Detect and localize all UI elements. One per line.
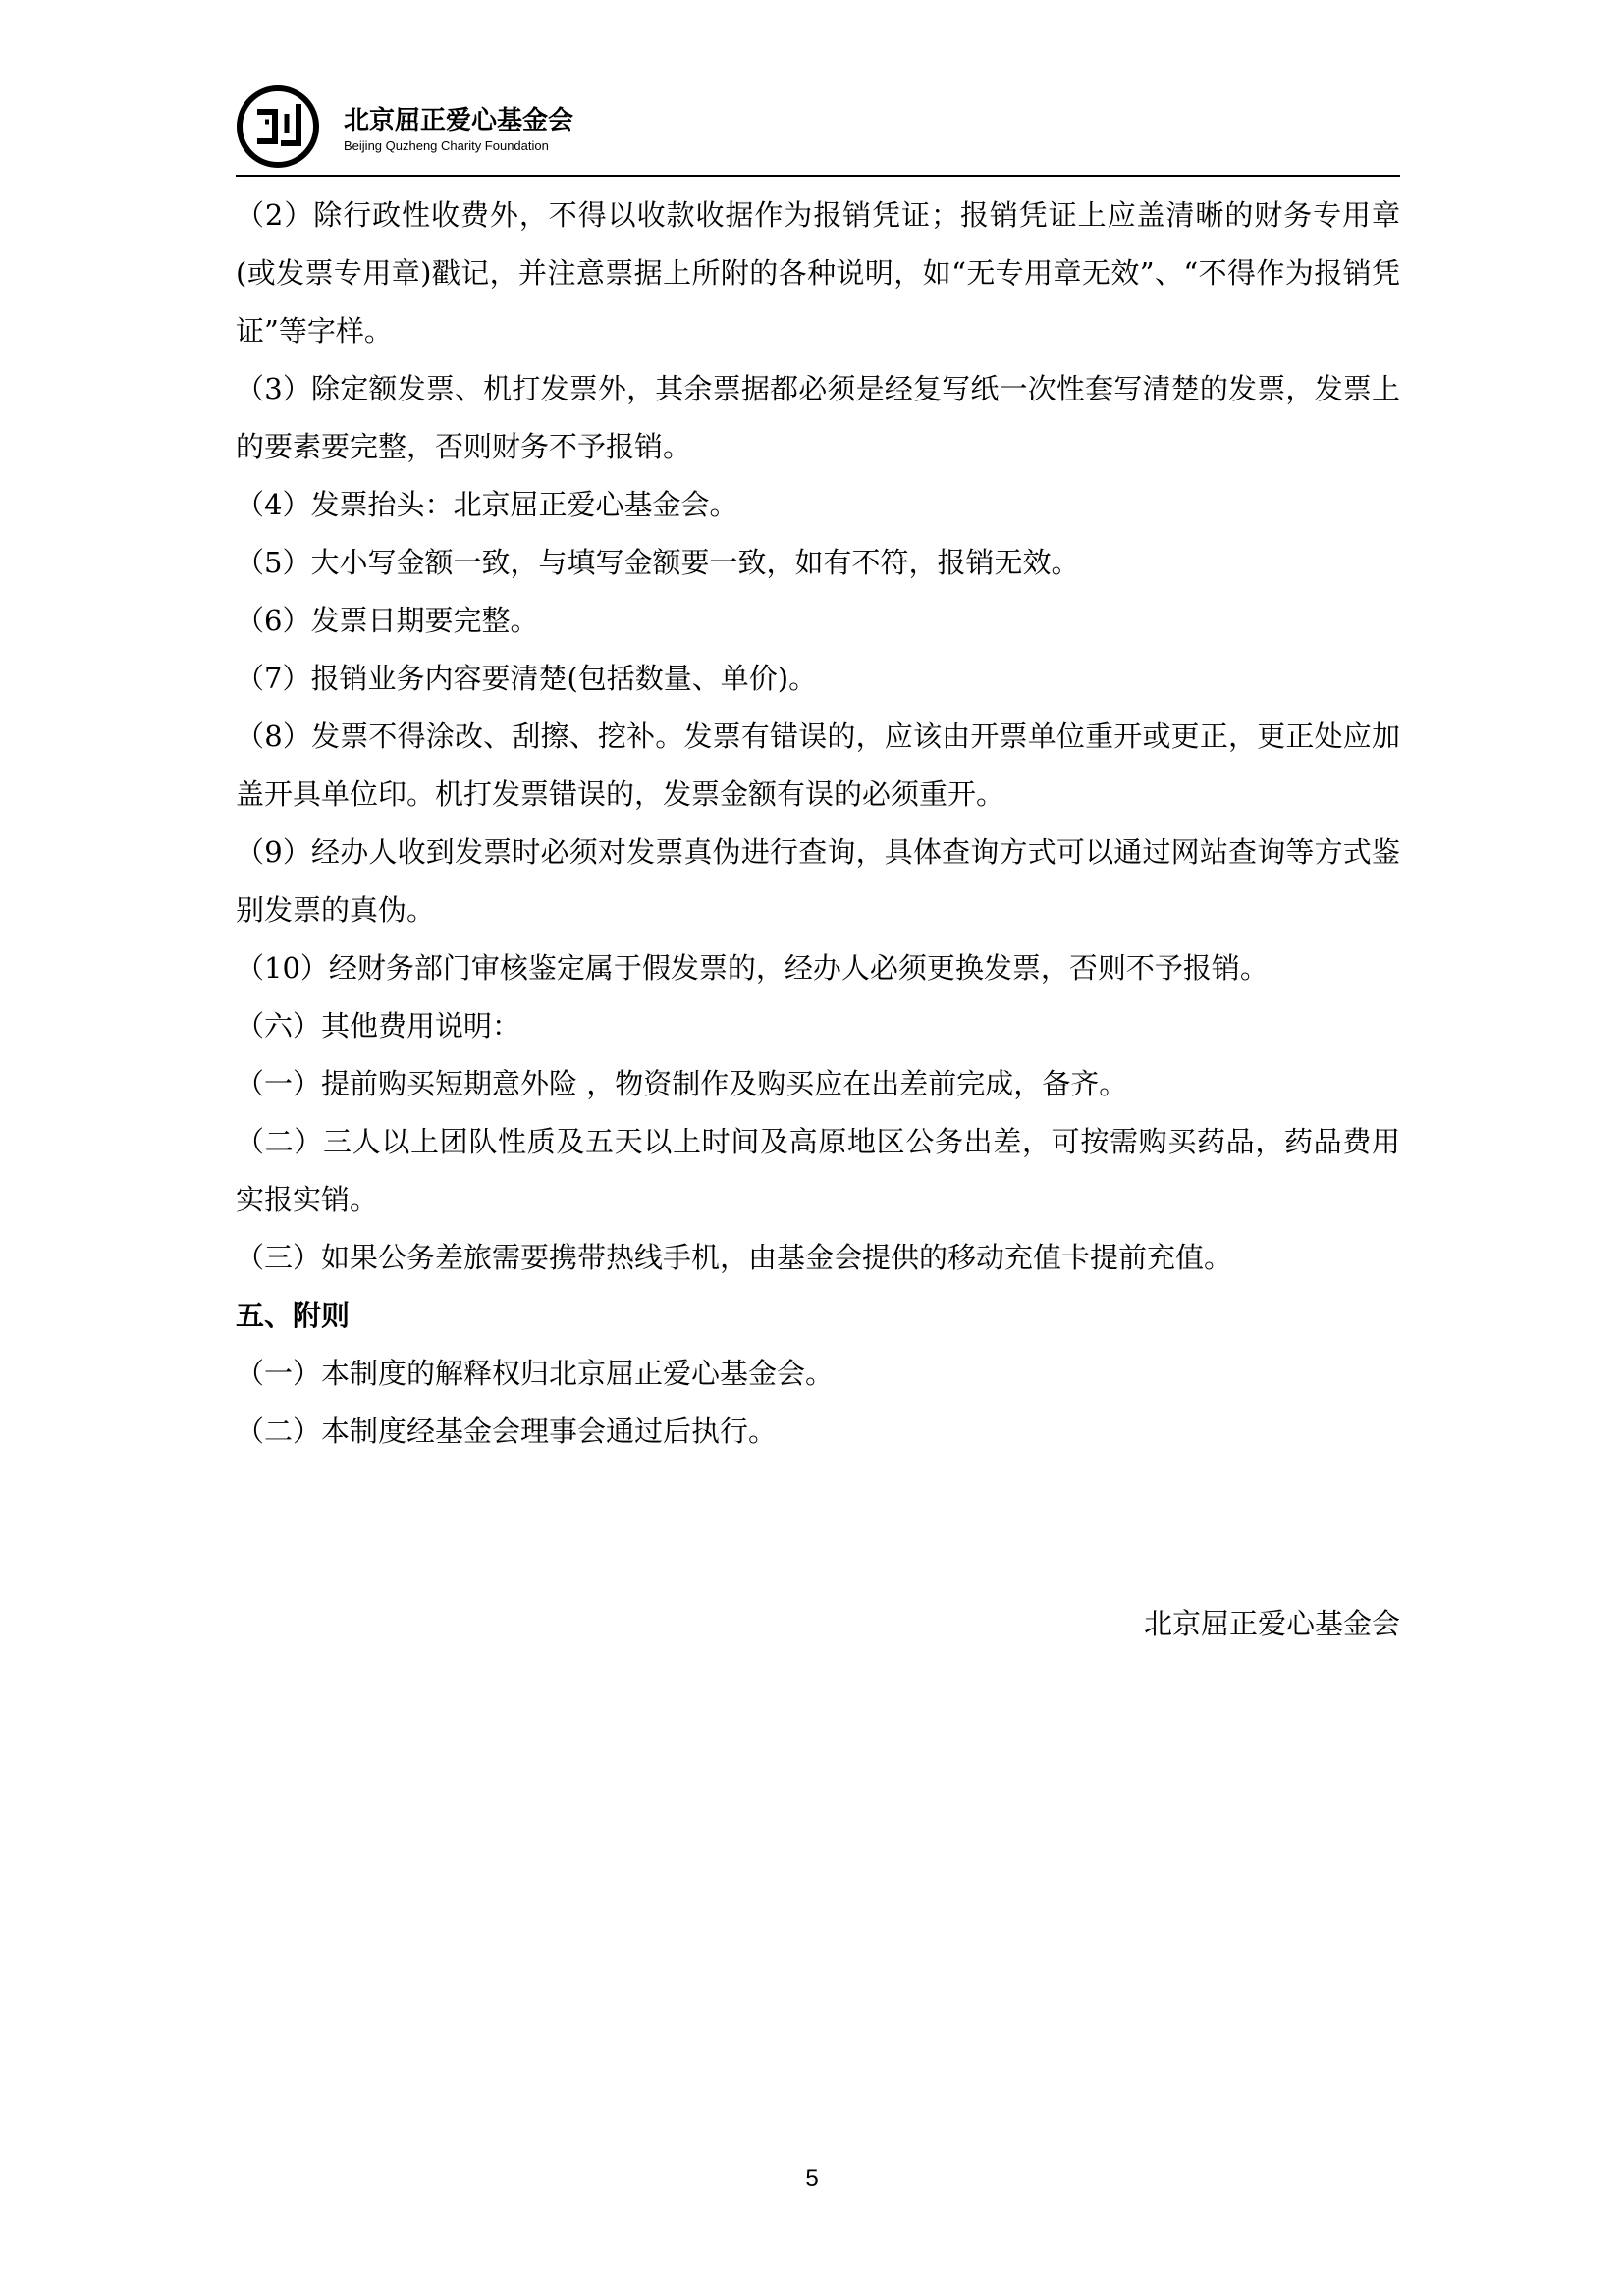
paragraph-item-2: （2）除行政性收费外，不得以收款收据作为报销凭证；报销凭证上应盖清晰的财务专用章(或发票专用章)戳记，并注意票据上所附的各种说明，如“无专用章无效”、“不得作为报销凭证”等字样。 (236, 198, 1400, 347)
document-body (236, 187, 1400, 1461)
paragraph-item-9: （9）经办人收到发票时必须对发票真伪进行查询，具体查询方式可以通过网站查询等方式鉴别发票的真伪。 (236, 835, 1400, 927)
appendix-item-1: （一）本制度的解释权归北京屈正爱心基金会。 (236, 1357, 835, 1390)
letterhead (236, 84, 1400, 175)
org-name-cn: 北京屈正爱心基金会 (344, 106, 574, 135)
other-expense-item-3: （三）如果公务差旅需要携带热线手机，由基金会提供的移动充值卡提前充值。 (236, 1241, 1233, 1274)
other-expense-item-1: （一）提前购买短期意外险 ，物资制作及购买应在出差前完成，备齐。 (236, 1067, 1128, 1100)
qu-seal-logo-icon (236, 84, 320, 169)
paragraph-item-6: （6）发票日期要完整。 (236, 604, 539, 637)
paragraph-item-3: （3）除定额发票、机打发票外，其余票据都必须是经复写纸一次性套写清楚的发票，发票上的要素要完整，否则财务不予报销。 (236, 372, 1400, 463)
section-heading-appendix: 五、附则 (236, 1299, 351, 1332)
paragraph-item-5: （5）大小写金额一致，与填写金额要一致，如有不符，报销无效。 (236, 546, 1080, 579)
org-name-en: Beijing Quzheng Charity Foundation (344, 138, 549, 153)
other-expense-item-2: （二）三人以上团队性质及五天以上时间及高原地区公务出差，可按需购买药品，药品费用实报实销。 (236, 1125, 1400, 1216)
header-divider (236, 175, 1400, 177)
paragraph-item-10: （10）经财务部门审核鉴定属于假发票的，经办人必须更换发票，否则不予报销。 (236, 951, 1269, 985)
signature-org-name: 北京屈正爱心基金会 (1143, 1607, 1400, 1640)
paragraph-item-7: （7）报销业务内容要清楚(包括数量、单价)。 (236, 662, 818, 695)
page-number: 5 (805, 2165, 819, 2192)
paragraph-item-4: （4）发票抬头：北京屈正爱心基金会。 (236, 488, 738, 521)
appendix-item-2: （二）本制度经基金会理事会通过后执行。 (236, 1415, 778, 1448)
section-other-expenses: （六）其他费用说明： (236, 1009, 521, 1042)
paragraph-item-8: （8）发票不得涂改、刮擦、挖补。发票有错误的，应该由开票单位重开或更正，更正处应加盖开具单位印。机打发票错误的，发票金额有误的必须重开。 (236, 720, 1400, 811)
